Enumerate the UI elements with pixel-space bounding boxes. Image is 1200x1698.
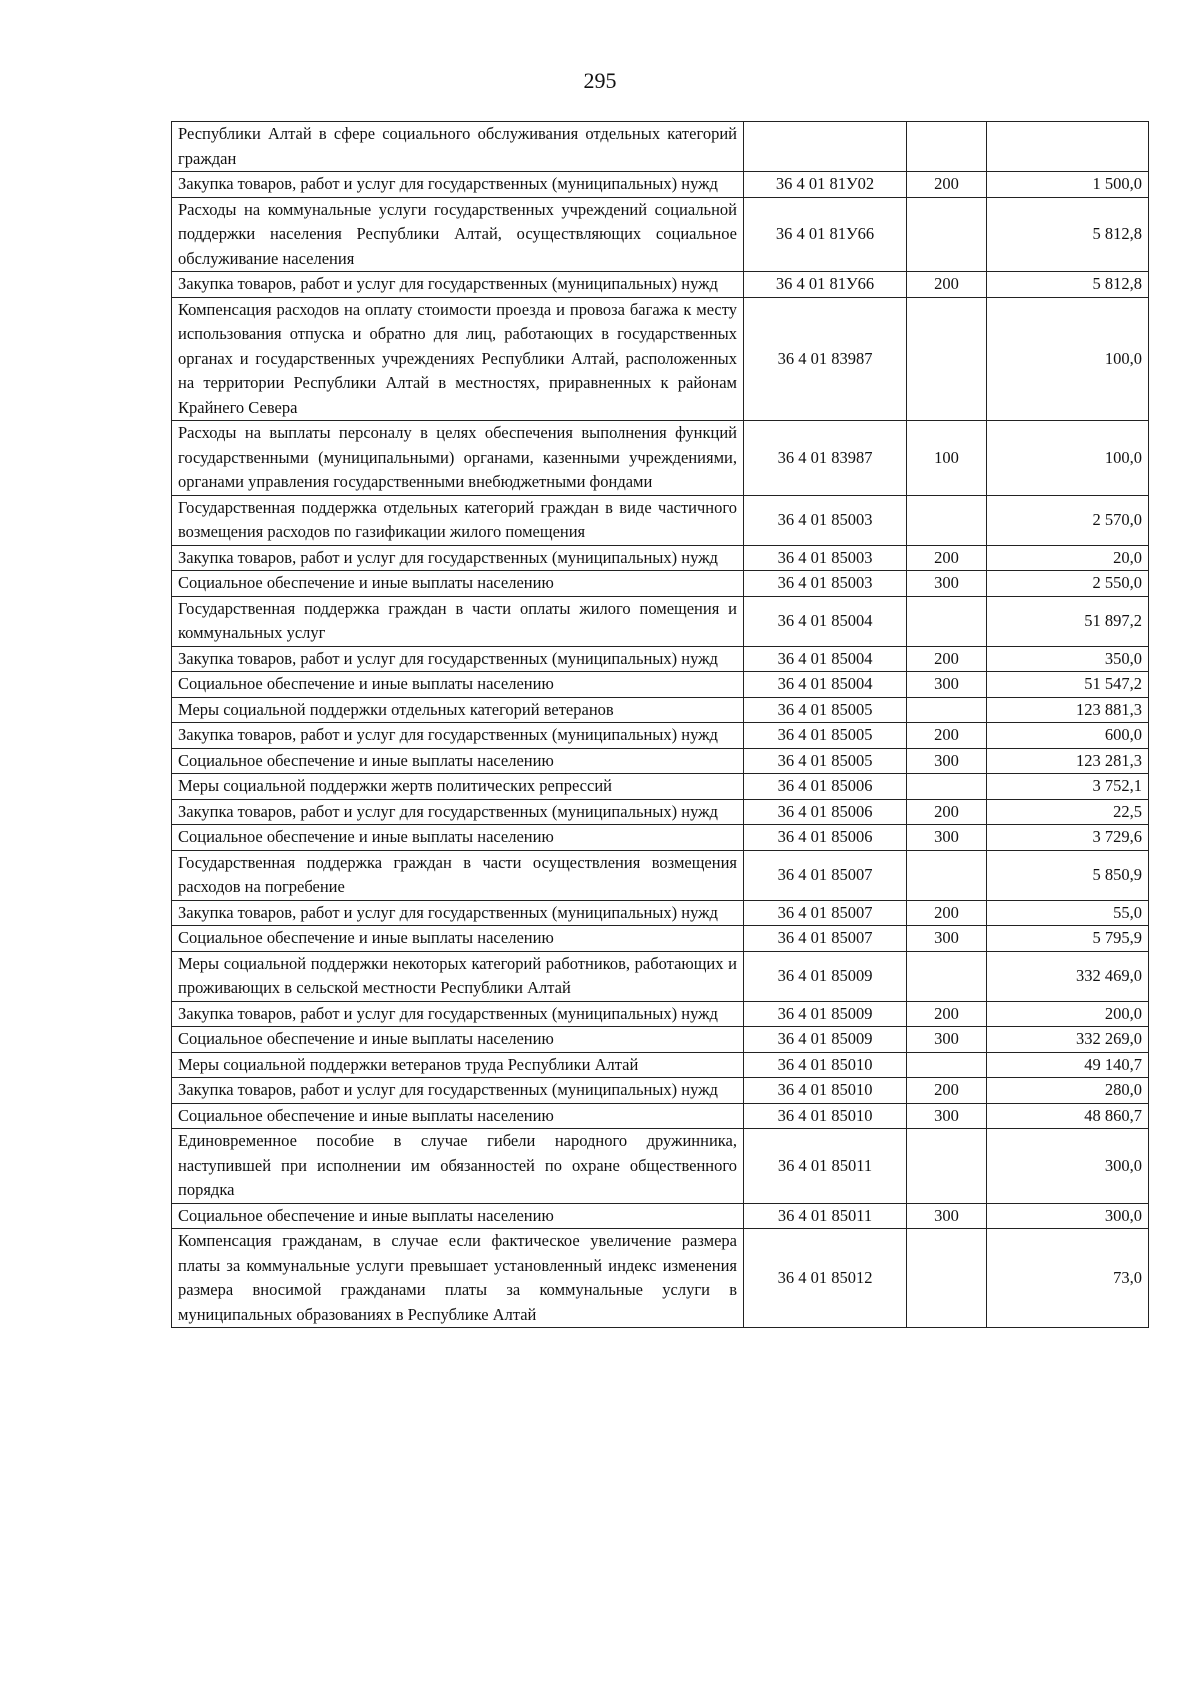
target-article-code-cell: 36 4 01 85012 [744,1229,907,1328]
expense-type-cell [907,850,987,900]
amount-cell: 2 570,0 [987,495,1149,545]
expense-type-cell [907,774,987,800]
table-row [172,646,1149,672]
expense-name-cell: Социальное обеспечение и иные выплаты населению [172,926,744,952]
target-article-code-cell: 36 4 01 85010 [744,1103,907,1129]
expense-name-cell: Социальное обеспечение и иные выплаты населению [172,748,744,774]
expense-name-cell: Расходы на выплаты персоналу в целях обеспечения выполнения функций государственными (муниципальными) органами, казенными учреждениями, органами управления государственными внебюджетными фондами [172,421,744,496]
target-article-code-cell: 36 4 01 85006 [744,825,907,851]
expense-name-cell: Государственная поддержка отдельных категорий граждан в виде частичного возмещения расходов по газификации жилого помещения [172,495,744,545]
amount-cell: 280,0 [987,1078,1149,1104]
expense-name-cell: Меры социальной поддержки отдельных категорий ветеранов [172,697,744,723]
expense-type-cell: 300 [907,1027,987,1053]
expense-type-cell: 300 [907,672,987,698]
expense-name-cell: Закупка товаров, работ и услуг для государственных (муниципальных) нужд [172,646,744,672]
amount-cell: 3 752,1 [987,774,1149,800]
expense-name-cell: Социальное обеспечение и иные выплаты населению [172,672,744,698]
expense-name-cell: Меры социальной поддержки некоторых категорий работников, работающих и проживающих в сельской местности Республики Алтай [172,951,744,1001]
expense-name-cell: Меры социальной поддержки жертв политических репрессий [172,774,744,800]
amount-cell: 49 140,7 [987,1052,1149,1078]
expense-name-cell: Закупка товаров, работ и услуг для государственных (муниципальных) нужд [172,545,744,571]
expense-name-cell: Закупка товаров, работ и услуг для государственных (муниципальных) нужд [172,723,744,749]
expense-name-cell: Государственная поддержка граждан в части осуществления возмещения расходов на погребение [172,850,744,900]
target-article-code-cell: 36 4 01 85009 [744,1001,907,1027]
expense-name-cell: Государственная поддержка граждан в части оплаты жилого помещения и коммунальных услуг [172,596,744,646]
target-article-code-cell: 36 4 01 85004 [744,672,907,698]
expense-name-cell: Социальное обеспечение и иные выплаты населению [172,1203,744,1229]
expense-type-cell: 200 [907,545,987,571]
table-row [172,799,1149,825]
target-article-code-cell: 36 4 01 85011 [744,1203,907,1229]
target-article-code-cell: 36 4 01 81У66 [744,272,907,298]
expense-type-cell: 200 [907,646,987,672]
expense-type-cell: 200 [907,1078,987,1104]
amount-cell [987,122,1149,172]
expense-type-cell [907,596,987,646]
amount-cell: 5 812,8 [987,197,1149,272]
amount-cell: 55,0 [987,900,1149,926]
target-article-code-cell: 36 4 01 85006 [744,799,907,825]
table-row [172,122,1149,172]
table-row [172,926,1149,952]
table-row [172,272,1149,298]
expense-type-cell: 200 [907,272,987,298]
amount-cell: 300,0 [987,1129,1149,1204]
amount-cell: 332 469,0 [987,951,1149,1001]
amount-cell: 48 860,7 [987,1103,1149,1129]
target-article-code-cell: 36 4 01 85007 [744,850,907,900]
target-article-code-cell: 36 4 01 85010 [744,1052,907,1078]
table-row [172,850,1149,900]
expense-type-cell: 200 [907,723,987,749]
amount-cell: 300,0 [987,1203,1149,1229]
table-row [172,951,1149,1001]
amount-cell: 350,0 [987,646,1149,672]
table-row [172,172,1149,198]
expense-name-cell: Закупка товаров, работ и услуг для государственных (муниципальных) нужд [172,1001,744,1027]
budget-table-body [172,122,1149,1328]
expense-name-cell: Социальное обеспечение и иные выплаты населению [172,825,744,851]
table-row [172,825,1149,851]
table-row [172,672,1149,698]
amount-cell: 123 281,3 [987,748,1149,774]
target-article-code-cell: 36 4 01 81У02 [744,172,907,198]
expense-name-cell: Расходы на коммунальные услуги государственных учреждений социальной поддержки населения Республики Алтай, осуществляющих социальное обслуживание населения [172,197,744,272]
amount-cell: 51 547,2 [987,672,1149,698]
target-article-code-cell: 36 4 01 85003 [744,571,907,597]
budget-table [171,121,1149,1328]
table-row [172,571,1149,597]
expense-name-cell: Компенсация гражданам, в случае если фактическое увеличение размера платы за коммунальные услуги превышает установленный индекс изменения размера вносимой гражданами платы за коммунальные услуги в муниципальных образованиях в Республике Алтай [172,1229,744,1328]
expense-type-cell: 300 [907,825,987,851]
expense-type-cell: 300 [907,748,987,774]
page-number: 295 [583,68,617,93]
amount-cell: 22,5 [987,799,1149,825]
table-row [172,495,1149,545]
amount-cell: 600,0 [987,723,1149,749]
expense-name-cell: Единовременное пособие в случае гибели народного дружинника, наступившей при исполнении им обязанностей по охране общественного порядка [172,1129,744,1204]
table-row [172,1078,1149,1104]
expense-type-cell: 300 [907,571,987,597]
expense-type-cell [907,297,987,421]
amount-cell: 2 550,0 [987,571,1149,597]
table-row [172,723,1149,749]
table-row [172,1129,1149,1204]
target-article-code-cell: 36 4 01 85005 [744,697,907,723]
expense-type-cell: 200 [907,900,987,926]
table-row [172,748,1149,774]
expense-name-cell: Социальное обеспечение и иные выплаты населению [172,1027,744,1053]
amount-cell: 332 269,0 [987,1027,1149,1053]
amount-cell: 3 729,6 [987,825,1149,851]
target-article-code-cell [744,122,907,172]
expense-type-cell [907,1229,987,1328]
target-article-code-cell: 36 4 01 81У66 [744,197,907,272]
table-row [172,1052,1149,1078]
table-row [172,1229,1149,1328]
expense-type-cell: 300 [907,1203,987,1229]
expense-type-cell: 300 [907,926,987,952]
target-article-code-cell: 36 4 01 85006 [744,774,907,800]
target-article-code-cell: 36 4 01 85009 [744,1027,907,1053]
expense-name-cell: Закупка товаров, работ и услуг для государственных (муниципальных) нужд [172,272,744,298]
target-article-code-cell: 36 4 01 85004 [744,596,907,646]
expense-name-cell: Закупка товаров, работ и услуг для государственных (муниципальных) нужд [172,799,744,825]
target-article-code-cell: 36 4 01 85003 [744,495,907,545]
target-article-code-cell: 36 4 01 83987 [744,297,907,421]
target-article-code-cell: 36 4 01 85005 [744,748,907,774]
amount-cell: 1 500,0 [987,172,1149,198]
expense-type-cell [907,1052,987,1078]
expense-type-cell: 200 [907,1001,987,1027]
amount-cell: 100,0 [987,297,1149,421]
expense-type-cell: 100 [907,421,987,496]
target-article-code-cell: 36 4 01 85007 [744,900,907,926]
table-row [172,297,1149,421]
target-article-code-cell: 36 4 01 85005 [744,723,907,749]
target-article-code-cell: 36 4 01 85007 [744,926,907,952]
expense-type-cell [907,495,987,545]
table-row [172,1027,1149,1053]
amount-cell: 51 897,2 [987,596,1149,646]
amount-cell: 123 881,3 [987,697,1149,723]
target-article-code-cell: 36 4 01 85003 [744,545,907,571]
table-row [172,1203,1149,1229]
table-row [172,774,1149,800]
amount-cell: 73,0 [987,1229,1149,1328]
target-article-code-cell: 36 4 01 85009 [744,951,907,1001]
expense-name-cell: Республики Алтай в сфере социального обслуживания отдельных категорий граждан [172,122,744,172]
table-row [172,545,1149,571]
expense-type-cell: 200 [907,799,987,825]
table-row [172,900,1149,926]
expense-type-cell [907,1129,987,1204]
expense-type-cell: 300 [907,1103,987,1129]
expense-type-cell [907,122,987,172]
target-article-code-cell: 36 4 01 83987 [744,421,907,496]
target-article-code-cell: 36 4 01 85011 [744,1129,907,1204]
expense-type-cell [907,697,987,723]
expense-name-cell: Закупка товаров, работ и услуг для государственных (муниципальных) нужд [172,900,744,926]
amount-cell: 20,0 [987,545,1149,571]
table-row [172,421,1149,496]
target-article-code-cell: 36 4 01 85010 [744,1078,907,1104]
amount-cell: 200,0 [987,1001,1149,1027]
table-row [172,1103,1149,1129]
amount-cell: 5 812,8 [987,272,1149,298]
expense-type-cell [907,197,987,272]
target-article-code-cell: 36 4 01 85004 [744,646,907,672]
table-row [172,1001,1149,1027]
expense-name-cell: Компенсация расходов на оплату стоимости проезда и провоза багажа к месту использования отпуска и обратно для лиц, работающих в государственных органах и государственных учреждениях Республики Алтай, расположенных на территории Республики Алтай в местностях, приравненных к районам Крайнего Севера [172,297,744,421]
table-row [172,596,1149,646]
amount-cell: 100,0 [987,421,1149,496]
table-row [172,197,1149,272]
expense-name-cell: Закупка товаров, работ и услуг для государственных (муниципальных) нужд [172,1078,744,1104]
expense-type-cell [907,951,987,1001]
expense-name-cell: Социальное обеспечение и иные выплаты населению [172,571,744,597]
expense-name-cell: Закупка товаров, работ и услуг для государственных (муниципальных) нужд [172,172,744,198]
table-row [172,697,1149,723]
expense-name-cell: Меры социальной поддержки ветеранов труда Республики Алтай [172,1052,744,1078]
expense-name-cell: Социальное обеспечение и иные выплаты населению [172,1103,744,1129]
amount-cell: 5 850,9 [987,850,1149,900]
expense-type-cell: 200 [907,172,987,198]
amount-cell: 5 795,9 [987,926,1149,952]
